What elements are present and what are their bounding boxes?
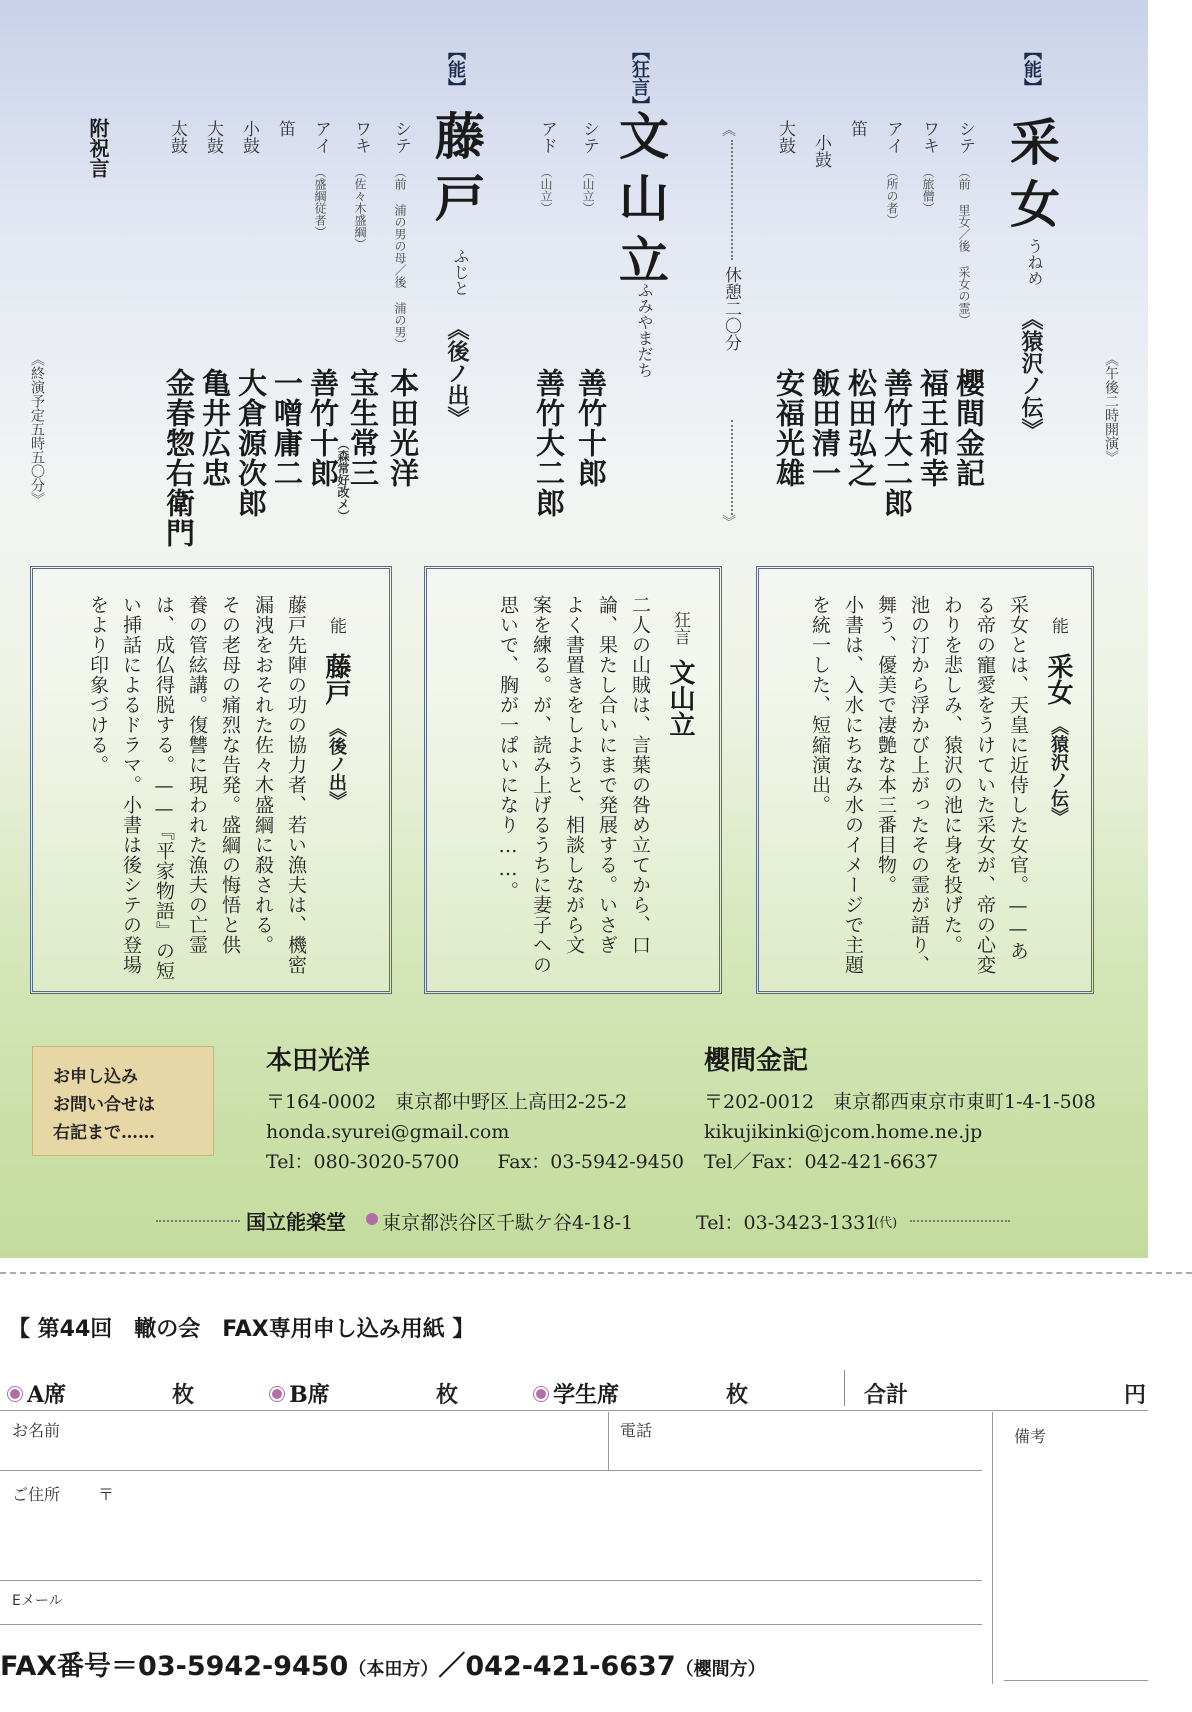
venue-tel: Tel：03-3423-1331	[696, 1212, 878, 1234]
phone-field[interactable]	[612, 1412, 980, 1468]
performer-name: 松田弘之	[844, 368, 878, 488]
name-label: お名前	[12, 1421, 61, 1440]
synopsis-line: 養の管絃講。復讐に現われた漁夫の亡霊	[186, 595, 208, 955]
address-field[interactable]	[8, 1472, 982, 1578]
radio-dot-icon	[270, 1387, 284, 1401]
synopsis-line: 池の汀から浮かび上がったその霊が語り、	[908, 595, 930, 975]
double-chevron-down-icon: ︽	[722, 123, 736, 139]
role-note: （山立）	[539, 166, 553, 214]
synopsis-line: わりを悲しみ、猿沢の池に身を投げた。	[941, 595, 963, 955]
intermission-dotline	[731, 420, 733, 515]
form-rule	[0, 1470, 982, 1471]
role-label: 小鼓	[239, 120, 259, 154]
synopsis-line: その老母の痛烈な告発。盛綱の悔悟と供	[219, 595, 241, 955]
form-rule	[0, 1580, 982, 1581]
intermission-marker	[722, 120, 742, 530]
synopsis-variant: 《猿沢ノ伝》	[1048, 717, 1069, 825]
performer-name: 福王和幸	[916, 368, 950, 488]
contact-address: 〒202-0012 東京都西東京市東町1-4-1-508	[704, 1091, 1096, 1113]
role-label: 笛	[847, 120, 867, 137]
seat-student[interactable]	[534, 1378, 619, 1409]
fax-note: （本田方）	[348, 1659, 439, 1680]
performer-name: 大倉源次郎	[234, 368, 268, 518]
dotted-rule	[910, 1220, 1010, 1222]
role-label: シテ	[955, 120, 975, 154]
form-rule	[0, 1410, 1148, 1411]
contact-phone: Tel：080-3020-5700 Fax：03-5942-9450	[266, 1151, 684, 1173]
intermission-dotline	[731, 140, 733, 260]
performer-note: （森常好改メ）	[336, 438, 350, 522]
venue-name: 国立能楽堂	[246, 1210, 346, 1234]
fax-note: （櫻間方）	[675, 1659, 766, 1680]
fax-form-title: 【 第44回 轍の会 FAX専用申し込み用紙 】	[8, 1317, 475, 1342]
genre-tag-noh-1: 【能】	[1021, 42, 1042, 96]
performer-name: 善竹十郎	[306, 368, 340, 488]
synopsis-line: 思いで、胸が一ぱいになり……。	[497, 595, 519, 901]
synopsis-line: 小書は、入水にちなみ水のイメージで主題	[842, 595, 864, 975]
venue-tel-note: (代)	[874, 1216, 898, 1231]
role-label: ワキ	[351, 120, 371, 154]
synopsis-title: 文山立	[665, 659, 695, 737]
synopsis-line: る帝の寵愛をうけていた采女が、帝の心変	[974, 595, 996, 975]
synopsis-line: は、成仏得脱する。——『平家物語』の短	[153, 595, 175, 981]
fax-number-second: ／042-421-6637	[438, 1651, 676, 1682]
total-label: 合計	[864, 1382, 909, 1408]
seat-b[interactable]	[270, 1378, 330, 1409]
role-note: （山立）	[581, 166, 595, 214]
contact-honda	[266, 1040, 686, 1177]
contact-sakurama	[704, 1040, 1144, 1177]
performer-name: 善竹大二郎	[880, 368, 914, 518]
seat-unit: 枚	[436, 1382, 459, 1408]
form-rule	[1004, 1680, 1148, 1681]
synopsis-line: 采女とは、天皇に近侍した女官。——あ	[1007, 595, 1029, 961]
synopsis-line: い挿話によるドラマ。小書は後シテの登場	[120, 595, 142, 975]
radio-dot-icon	[534, 1387, 548, 1401]
play-variant-uneme: 《猿沢ノ伝》	[1018, 308, 1044, 440]
seat-a[interactable]	[8, 1378, 66, 1409]
synopsis-genre: 狂言	[670, 611, 690, 645]
role-label: 笛	[275, 120, 295, 137]
venue-address: 東京都渋谷区千駄ケ谷4-18-1	[382, 1212, 634, 1234]
synopsis-line: 藤戸先陣の功の協力者、若い漁夫は、機密	[285, 595, 307, 975]
role-note: （盛綱従者）	[313, 166, 327, 238]
total-unit: 円	[1124, 1382, 1147, 1408]
role-note: （前 浦の男の母／後 浦の男）	[393, 166, 407, 350]
role-label: アイ	[311, 120, 331, 154]
postal-mark: 〒	[98, 1485, 115, 1504]
contact-name: 本田光洋	[266, 1046, 371, 1076]
inquiry-label-line: お申し込み	[53, 1067, 138, 1087]
performer-name: 善竹十郎	[574, 368, 608, 488]
contact-email[interactable]: honda.syurei@gmail.com	[266, 1121, 510, 1143]
fax-number-label: FAX番号＝03-5942-9450	[0, 1651, 349, 1682]
performer-name: 一噌庸二	[270, 368, 304, 488]
divider	[992, 1412, 993, 1684]
genre-tag-noh-2: 【能】	[445, 42, 466, 96]
congratulatory-label: 附祝言	[86, 118, 110, 178]
performer-name: 宝生常三	[346, 368, 380, 488]
radio-dot-icon	[8, 1387, 22, 1401]
synopsis-line: 二人の山賊は、言葉の咎め立てから、口	[629, 595, 651, 955]
role-note: （旅僧）	[921, 166, 935, 214]
play-reading-fumiyamadachi: ふみやまだち	[635, 282, 654, 378]
performer-name: 本田光洋	[386, 368, 420, 488]
seat-row	[0, 1366, 1148, 1414]
synopsis-genre: 能	[1048, 617, 1068, 634]
performer-name: 飯田清一	[808, 368, 842, 488]
role-label: アド	[537, 120, 557, 154]
synopsis-title: 采女	[1043, 653, 1073, 705]
synopsis-box-uneme	[756, 566, 1094, 994]
double-chevron-up-icon: ︾	[722, 515, 736, 531]
performer-name: 亀井広忠	[198, 368, 232, 488]
synopsis-variant: 《後ノ出》	[326, 719, 347, 809]
synopsis-line: 舞う、優美で凄艶な本三番目物。	[875, 595, 897, 895]
role-label: 大鼓	[203, 120, 223, 154]
seat-label: B席	[289, 1382, 330, 1408]
fax-number-line	[0, 1644, 766, 1683]
synopsis-genre: 能	[326, 617, 346, 634]
email-field[interactable]	[8, 1582, 982, 1622]
role-note: （所の者）	[885, 166, 899, 226]
role-label: ワキ	[919, 120, 939, 154]
inquiry-label-line: お問い合せは	[53, 1095, 155, 1115]
synopsis-line: 論、果たし合いにまで発展する。いさぎ	[596, 595, 618, 955]
role-note: （佐々木盛綱）	[353, 166, 367, 250]
inquiry-label-line: 右記まで……	[53, 1123, 155, 1143]
role-note: （前 里女／後 采女の霊）	[957, 166, 971, 326]
role-label: シテ	[579, 120, 599, 154]
intermission-label: 休憩二〇分	[721, 266, 741, 351]
start-time: 《午後二時開演》	[1103, 352, 1119, 464]
synopsis-box-fujito	[30, 566, 392, 994]
role-label: アイ	[883, 120, 903, 154]
play-title-fujito: 藤戸	[427, 110, 486, 234]
phone-label: 電話	[620, 1421, 653, 1440]
notes-field[interactable]	[996, 1412, 1148, 1680]
synopsis-line: をより印象づける。	[87, 595, 109, 775]
role-label: 大鼓	[775, 120, 795, 154]
bullet-dot-icon	[366, 1213, 378, 1225]
role-label: シテ	[391, 120, 411, 154]
performer-name: 金春惣右衛門	[162, 368, 196, 548]
email-label: Eメール	[12, 1593, 63, 1609]
cut-line	[0, 1272, 1192, 1274]
dotted-rule	[156, 1220, 240, 1222]
name-field[interactable]	[8, 1412, 608, 1468]
synopsis-line: よく書置きをしようと、相談しながら文	[563, 595, 585, 955]
venue-line	[156, 1206, 1124, 1236]
contact-email[interactable]: kikujikinki@jcom.home.ne.jp	[704, 1121, 983, 1143]
seat-unit: 枚	[172, 1382, 195, 1408]
synopsis-box-fumiyamadachi	[424, 566, 722, 994]
contact-name: 櫻間金記	[704, 1046, 809, 1076]
synopsis-line: を統一した、短縮演出。	[809, 595, 831, 815]
play-reading-uneme: うねめ	[1025, 238, 1044, 286]
play-variant-fujito: 《後ノ出》	[444, 318, 470, 428]
role-label: 太鼓	[167, 120, 187, 154]
play-title-uneme: 采女	[1002, 116, 1061, 240]
performer-name: 安福光雄	[772, 368, 806, 488]
divider	[608, 1412, 609, 1470]
notes-label: 備考	[1014, 1427, 1047, 1446]
inquiry-label-box	[32, 1046, 214, 1156]
contact-address: 〒164-0002 東京都中野区上高田2-25-2	[266, 1091, 628, 1113]
synopsis-line: 案を練る。が、読み上げるうちに妻子への	[530, 595, 552, 975]
synopsis-line: 漏洩をおそれた佐々木盛綱に殺される。	[252, 595, 274, 955]
divider	[844, 1370, 845, 1406]
performer-name: 善竹大二郎	[532, 368, 566, 518]
play-title-fumiyamadachi: 文山立	[611, 110, 670, 296]
seat-unit: 枚	[726, 1382, 749, 1408]
performer-name: 櫻間金記	[952, 368, 986, 488]
end-time: 《終演予定五時五〇分》	[29, 352, 45, 506]
synopsis-title: 藤戸	[321, 653, 351, 705]
form-rule	[0, 1624, 982, 1625]
genre-tag-kyogen: 【狂言】	[629, 42, 650, 114]
role-label: 小鼓	[811, 134, 831, 168]
seat-label: A席	[27, 1382, 67, 1408]
performers-uneme	[772, 368, 996, 518]
address-label: ご住所	[12, 1485, 61, 1504]
contact-phone: Tel／Fax：042-421-6637	[704, 1151, 939, 1173]
play-reading-fujito: ふじと	[451, 248, 470, 296]
seat-label: 学生席	[553, 1382, 620, 1408]
